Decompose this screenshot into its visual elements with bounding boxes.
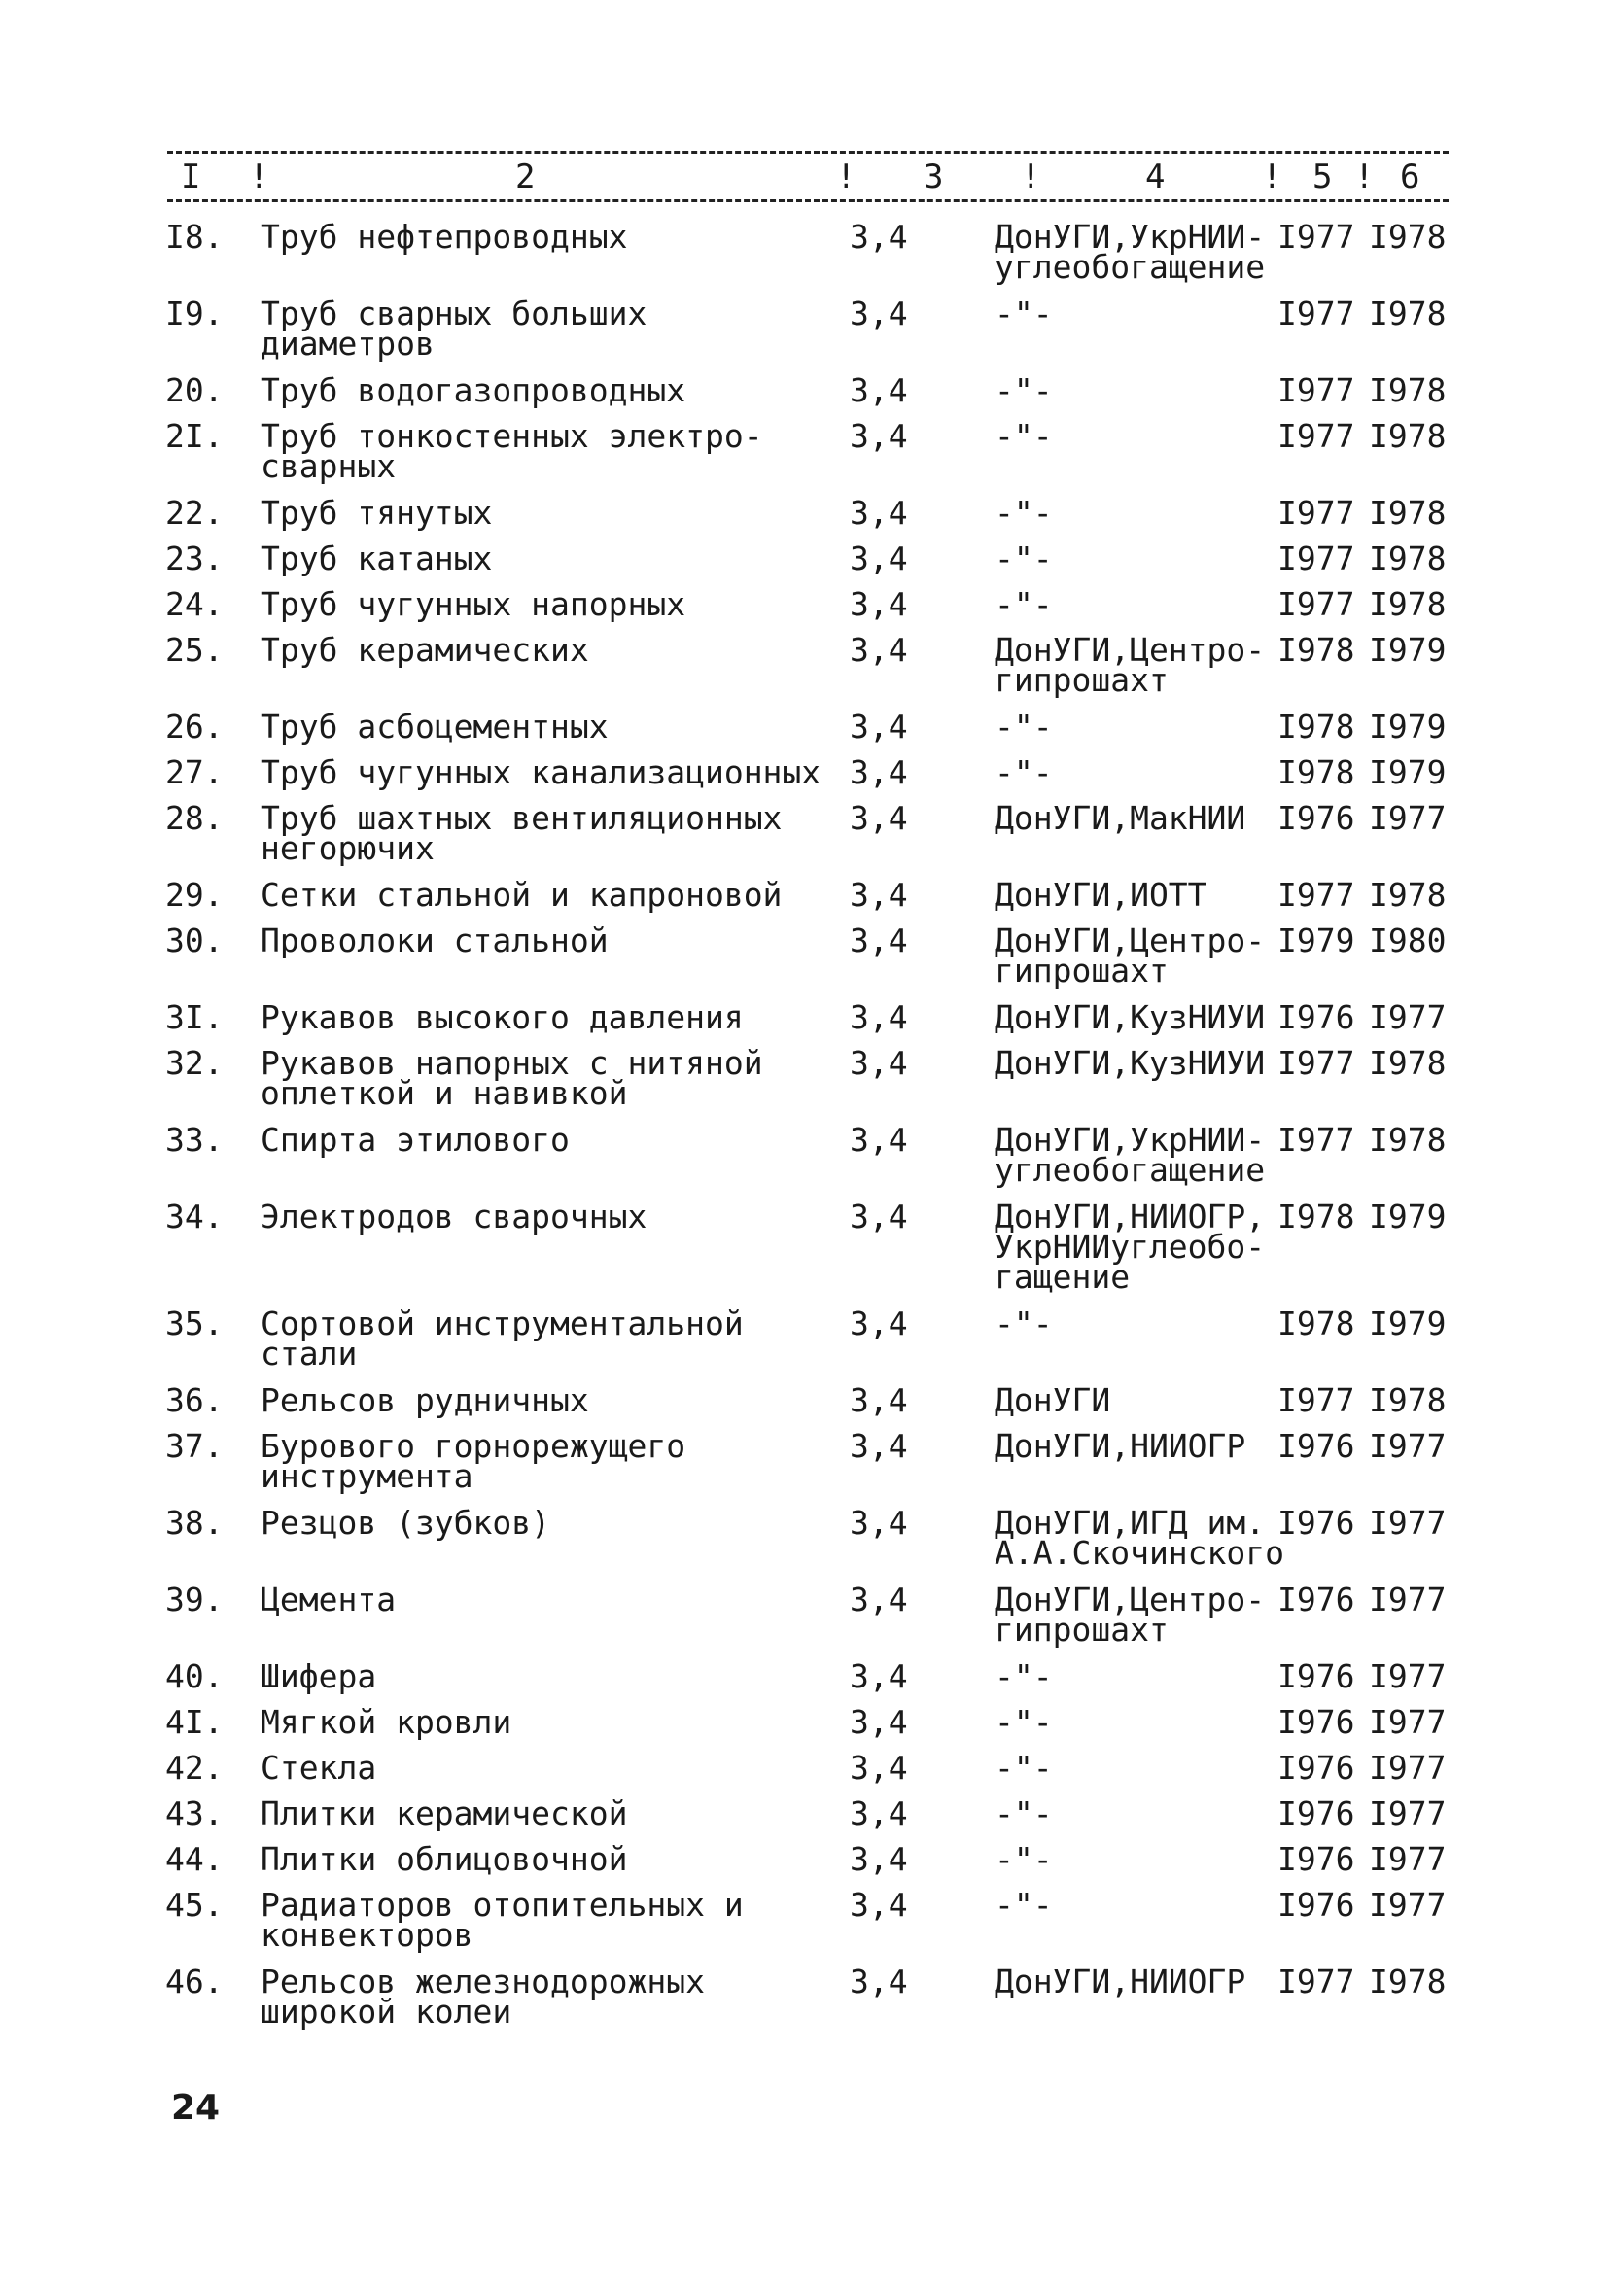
row-number: 39. xyxy=(165,1581,224,1618)
year-end: I979 xyxy=(1369,631,1447,669)
year-start: I978 xyxy=(1277,1198,1355,1235)
organization: ДонУГИ,ИОТТ xyxy=(995,876,1207,914)
year-start: I977 xyxy=(1277,1044,1355,1082)
year-end: I977 xyxy=(1369,1749,1447,1787)
item-name: Труб керамических xyxy=(261,631,589,669)
table-row xyxy=(0,1305,1608,1385)
year-end: I978 xyxy=(1369,417,1447,455)
table-row xyxy=(0,1581,1608,1661)
year-start: I976 xyxy=(1277,1886,1355,1924)
row-number: 23. xyxy=(165,539,224,577)
organization: -"- xyxy=(995,585,1053,623)
item-name: Мягкой кровли xyxy=(261,1703,512,1741)
section-ref: 3,4 xyxy=(850,922,908,959)
section-ref: 3,4 xyxy=(850,1581,908,1618)
item-name: Рельсов рудничных xyxy=(261,1381,589,1419)
section-ref: 3,4 xyxy=(850,1044,908,1082)
table-row xyxy=(0,539,1608,589)
item-name: Проволоки стальной xyxy=(261,922,609,959)
year-start: I977 xyxy=(1277,494,1355,532)
section-ref: 3,4 xyxy=(850,1381,908,1419)
table-row xyxy=(0,1703,1608,1753)
year-start: I976 xyxy=(1277,1794,1355,1832)
row-number: 35. xyxy=(165,1305,224,1342)
row-number: 24. xyxy=(165,585,224,623)
section-ref: 3,4 xyxy=(850,1504,908,1542)
organization: -"- xyxy=(995,753,1053,791)
organization: -"- xyxy=(995,295,1053,332)
row-number: 40. xyxy=(165,1657,224,1695)
year-end: I978 xyxy=(1369,876,1447,914)
section-ref: 3,4 xyxy=(850,1657,908,1695)
row-number: 3I. xyxy=(165,998,224,1036)
year-end: I978 xyxy=(1369,1044,1447,1082)
row-number: 42. xyxy=(165,1749,224,1787)
table-row xyxy=(0,922,1608,1002)
item-name: Бурового горнорежущего инструмента xyxy=(261,1427,686,1495)
year-start: I977 xyxy=(1277,1121,1355,1159)
table-top-rule xyxy=(167,151,1449,154)
section-ref: 3,4 xyxy=(850,998,908,1036)
section-ref: 3,4 xyxy=(850,218,908,256)
organization: ДонУГИ,НИИОГР xyxy=(995,1427,1246,1465)
item-name: Рукавов высокого давления xyxy=(261,998,744,1036)
year-end: I978 xyxy=(1369,1963,1447,2000)
table-row xyxy=(0,218,1608,298)
table-row xyxy=(0,371,1608,421)
year-end: I979 xyxy=(1369,1305,1447,1342)
table-row xyxy=(0,1381,1608,1431)
organization: ДонУГИ,Центро-гипрошахт xyxy=(995,631,1266,699)
year-end: I978 xyxy=(1369,371,1447,409)
organization: -"- xyxy=(995,1749,1053,1787)
table-header xyxy=(0,157,1608,196)
organization: ДонУГИ,МакНИИ xyxy=(995,799,1246,837)
year-end: I977 xyxy=(1369,1703,1447,1741)
table-row xyxy=(0,494,1608,543)
section-ref: 3,4 xyxy=(850,876,908,914)
year-end: I977 xyxy=(1369,1657,1447,1695)
row-number: 36. xyxy=(165,1381,224,1419)
table-row xyxy=(0,1886,1608,1966)
organization: -"- xyxy=(995,1840,1053,1878)
row-number: 4I. xyxy=(165,1703,224,1741)
section-ref: 3,4 xyxy=(850,1121,908,1159)
header-col-2: 2 xyxy=(515,157,536,196)
row-number: 34. xyxy=(165,1198,224,1235)
item-name: Сетки стальной и капроновой xyxy=(261,876,783,914)
organization: ДонУГИ xyxy=(995,1381,1111,1419)
year-start: I979 xyxy=(1277,922,1355,959)
section-ref: 3,4 xyxy=(850,1886,908,1924)
item-name: Рукавов напорных с нитяной оплеткой и навивкой xyxy=(261,1044,763,1112)
table-row xyxy=(0,876,1608,925)
row-number: 32. xyxy=(165,1044,224,1082)
organization: ДонУГИ,НИИОГР, УкрНИИуглеобо-гащение xyxy=(995,1198,1266,1296)
year-start: I976 xyxy=(1277,998,1355,1036)
header-col-4: 4 xyxy=(1145,157,1166,196)
table-row xyxy=(0,1427,1608,1508)
item-name: Рельсов железнодорожных широкой колеи xyxy=(261,1963,705,2031)
item-name: Труб шахтных вентиляционных негорючих xyxy=(261,799,783,867)
row-number: 2I. xyxy=(165,417,224,455)
table-row xyxy=(0,1044,1608,1125)
year-end: I977 xyxy=(1369,1504,1447,1542)
year-end: I978 xyxy=(1369,585,1447,623)
year-end: I978 xyxy=(1369,218,1447,256)
year-start: I976 xyxy=(1277,799,1355,837)
organization: ДонУГИ,Центро-гипрошахт xyxy=(995,922,1266,990)
row-number: 29. xyxy=(165,876,224,914)
header-col-5: 5 xyxy=(1312,157,1333,196)
table-row xyxy=(0,1657,1608,1707)
header-col-3: 3 xyxy=(924,157,944,196)
section-ref: 3,4 xyxy=(850,585,908,623)
organization: -"- xyxy=(995,539,1053,577)
row-number: 28. xyxy=(165,799,224,837)
row-number: 38. xyxy=(165,1504,224,1542)
row-number: 27. xyxy=(165,753,224,791)
row-number: I8. xyxy=(165,218,224,256)
year-end: I977 xyxy=(1369,1840,1447,1878)
year-end: I977 xyxy=(1369,1581,1447,1618)
table-row xyxy=(0,1749,1608,1798)
year-start: I976 xyxy=(1277,1703,1355,1741)
table-row xyxy=(0,585,1608,635)
table-row xyxy=(0,295,1608,375)
item-name: Плитки керамической xyxy=(261,1794,628,1832)
header-col-1: I xyxy=(181,157,201,196)
table-row xyxy=(0,998,1608,1048)
section-ref: 3,4 xyxy=(850,1703,908,1741)
year-end: I979 xyxy=(1369,1198,1447,1235)
table-row xyxy=(0,1504,1608,1584)
item-name: Цемента xyxy=(261,1581,397,1618)
section-ref: 3,4 xyxy=(850,371,908,409)
row-number: 45. xyxy=(165,1886,224,1924)
table-row xyxy=(0,417,1608,498)
row-number: 26. xyxy=(165,708,224,746)
item-name: Сортовой инструментальной стали xyxy=(261,1305,744,1373)
year-start: I977 xyxy=(1277,295,1355,332)
item-name: Труб водогазопроводных xyxy=(261,371,686,409)
organization: -"- xyxy=(995,494,1053,532)
year-start: I976 xyxy=(1277,1504,1355,1542)
item-name: Шифера xyxy=(261,1657,377,1695)
organization: -"- xyxy=(995,1794,1053,1832)
year-end: I979 xyxy=(1369,753,1447,791)
header-separator: ! xyxy=(836,157,856,196)
table-row xyxy=(0,708,1608,757)
section-ref: 3,4 xyxy=(850,708,908,746)
section-ref: 3,4 xyxy=(850,417,908,455)
item-name: Труб нефтепроводных xyxy=(261,218,628,256)
year-end: I978 xyxy=(1369,494,1447,532)
section-ref: 3,4 xyxy=(850,1794,908,1832)
item-name: Труб чугунных канализационных xyxy=(261,753,821,791)
row-number: 25. xyxy=(165,631,224,669)
year-end: I977 xyxy=(1369,1886,1447,1924)
year-start: I978 xyxy=(1277,1305,1355,1342)
year-start: I977 xyxy=(1277,876,1355,914)
year-start: I977 xyxy=(1277,371,1355,409)
organization: -"- xyxy=(995,708,1053,746)
year-start: I977 xyxy=(1277,417,1355,455)
organization: ДонУГИ,НИИОГР xyxy=(995,1963,1246,2000)
row-number: 22. xyxy=(165,494,224,532)
item-name: Резцов (зубков) xyxy=(261,1504,551,1542)
organization: ДонУГИ,КузНИУИ xyxy=(995,998,1266,1036)
row-number: 33. xyxy=(165,1121,224,1159)
table-row xyxy=(0,799,1608,880)
year-start: I977 xyxy=(1277,585,1355,623)
table-body xyxy=(0,218,1608,2043)
section-ref: 3,4 xyxy=(850,1427,908,1465)
item-name: Электродов сварочных xyxy=(261,1198,647,1235)
item-name: Труб тянутых xyxy=(261,494,493,532)
year-start: I977 xyxy=(1277,218,1355,256)
year-start: I977 xyxy=(1277,539,1355,577)
section-ref: 3,4 xyxy=(850,1198,908,1235)
section-ref: 3,4 xyxy=(850,753,908,791)
row-number: 43. xyxy=(165,1794,224,1832)
year-start: I978 xyxy=(1277,631,1355,669)
year-end: I979 xyxy=(1369,708,1447,746)
row-number: 20. xyxy=(165,371,224,409)
row-number: 44. xyxy=(165,1840,224,1878)
item-name: Спирта этилового xyxy=(261,1121,570,1159)
organization: ДонУГИ,ИГД им. А.А.Скочинского xyxy=(995,1504,1285,1572)
year-end: I978 xyxy=(1369,539,1447,577)
row-number: 46. xyxy=(165,1963,224,2000)
table-row xyxy=(0,1198,1608,1308)
item-name: Стекла xyxy=(261,1749,377,1787)
year-end: I978 xyxy=(1369,295,1447,332)
item-name: Труб асбоцементных xyxy=(261,708,609,746)
year-end: I977 xyxy=(1369,1427,1447,1465)
year-end: I980 xyxy=(1369,922,1447,959)
year-start: I978 xyxy=(1277,708,1355,746)
header-separator: ! xyxy=(249,157,269,196)
year-start: I977 xyxy=(1277,1963,1355,2000)
item-name: Труб сварных больших диаметров xyxy=(261,295,647,363)
year-start: I976 xyxy=(1277,1427,1355,1465)
section-ref: 3,4 xyxy=(850,1963,908,2000)
organization: ДонУГИ,Центро-гипрошахт xyxy=(995,1581,1266,1649)
header-separator: ! xyxy=(1262,157,1282,196)
year-end: I977 xyxy=(1369,1794,1447,1832)
section-ref: 3,4 xyxy=(850,539,908,577)
section-ref: 3,4 xyxy=(850,494,908,532)
row-number: 37. xyxy=(165,1427,224,1465)
section-ref: 3,4 xyxy=(850,799,908,837)
section-ref: 3,4 xyxy=(850,1305,908,1342)
item-name: Труб чугунных напорных xyxy=(261,585,686,623)
organization: ДонУГИ,КузНИУИ xyxy=(995,1044,1266,1082)
header-separator: ! xyxy=(1021,157,1041,196)
organization: -"- xyxy=(995,417,1053,455)
table-row xyxy=(0,631,1608,712)
item-name: Плитки облицовочной xyxy=(261,1840,628,1878)
header-separator: ! xyxy=(1354,157,1375,196)
table-row xyxy=(0,753,1608,803)
year-start: I976 xyxy=(1277,1749,1355,1787)
header-col-6: 6 xyxy=(1400,157,1420,196)
year-end: I977 xyxy=(1369,998,1447,1036)
table-row xyxy=(0,1963,1608,2043)
section-ref: 3,4 xyxy=(850,631,908,669)
organization: -"- xyxy=(995,1305,1053,1342)
section-ref: 3,4 xyxy=(850,295,908,332)
year-start: I976 xyxy=(1277,1840,1355,1878)
item-name: Радиаторов отопительных и конвекторов xyxy=(261,1886,744,1954)
table-header-rule xyxy=(167,199,1449,202)
year-start: I976 xyxy=(1277,1657,1355,1695)
year-end: I978 xyxy=(1369,1121,1447,1159)
table-row xyxy=(0,1121,1608,1201)
organization: ДонУГИ,УкрНИИ-углеобогащение xyxy=(995,218,1266,286)
year-start: I977 xyxy=(1277,1381,1355,1419)
section-ref: 3,4 xyxy=(850,1840,908,1878)
item-name: Труб катаных xyxy=(261,539,493,577)
row-number: I9. xyxy=(165,295,224,332)
organization: -"- xyxy=(995,1886,1053,1924)
section-ref: 3,4 xyxy=(850,1749,908,1787)
year-start: I976 xyxy=(1277,1581,1355,1618)
item-name: Труб тонкостенных электро-сварных xyxy=(261,417,763,485)
page-number: 24 xyxy=(171,2088,221,2128)
year-end: I978 xyxy=(1369,1381,1447,1419)
year-end: I977 xyxy=(1369,799,1447,837)
year-start: I978 xyxy=(1277,753,1355,791)
row-number: 30. xyxy=(165,922,224,959)
organization: -"- xyxy=(995,1657,1053,1695)
organization: ДонУГИ,УкрНИИ-углеобогащение xyxy=(995,1121,1266,1189)
organization: -"- xyxy=(995,1703,1053,1741)
table-row xyxy=(0,1840,1608,1890)
organization: -"- xyxy=(995,371,1053,409)
table-row xyxy=(0,1794,1608,1844)
